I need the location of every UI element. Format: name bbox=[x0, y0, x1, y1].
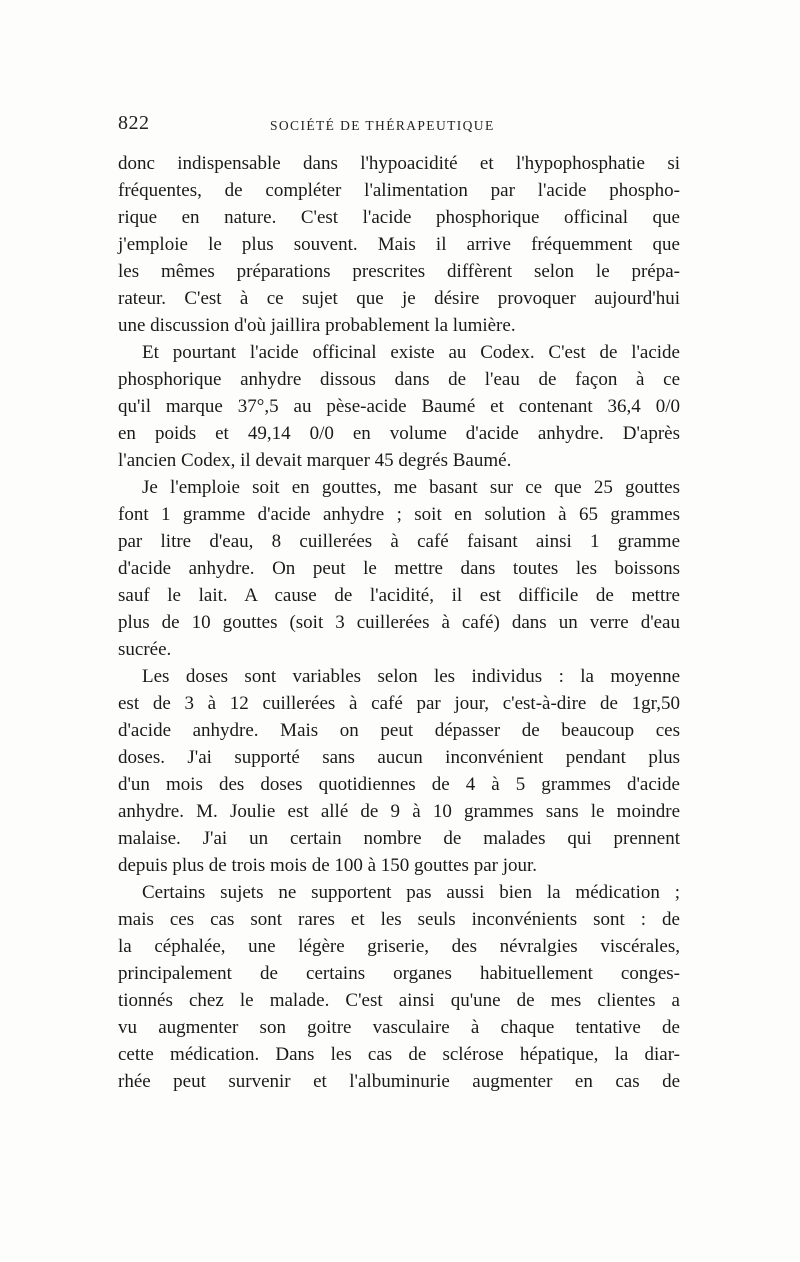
page-number: 822 bbox=[118, 112, 150, 134]
text-line: d'un mois des doses quotidiennes de 4 à 5 grammes d'acide bbox=[118, 774, 680, 795]
running-head bbox=[118, 112, 678, 142]
text-line: rique en nature. C'est l'acide phosphorique officinal que bbox=[118, 207, 680, 228]
text-line: font 1 gramme d'acide anhydre ; soit en solution à 65 grammes bbox=[118, 504, 680, 525]
text-line: donc indispensable dans l'hypoacidité et l'hypophosphatie si bbox=[118, 153, 680, 174]
text-line: depuis plus de trois mois de 100 à 150 gouttes par jour. bbox=[118, 855, 538, 876]
text-line: rhée peut survenir et l'albuminurie augmenter en cas de bbox=[118, 1071, 680, 1092]
text-line: sauf le lait. A cause de l'acidité, il est difficile de mettre bbox=[118, 585, 680, 606]
text-line: j'emploie le plus souvent. Mais il arrive fréquemment que bbox=[118, 234, 680, 255]
running-title: SOCIÉTÉ DE THÉRAPEUTIQUE bbox=[270, 118, 495, 133]
text-line: Je l'emploie soit en gouttes, me basant sur ce que 25 gouttes bbox=[142, 477, 680, 498]
text-line: par litre d'eau, 8 cuillerées à café faisant ainsi 1 gramme bbox=[118, 531, 680, 552]
text-line: mais ces cas sont rares et les seuls inconvénients sont : de bbox=[118, 909, 680, 930]
text-line: plus de 10 gouttes (soit 3 cuillerées à café) dans un verre d'eau bbox=[118, 612, 680, 633]
text-line: d'acide anhydre. On peut le mettre dans toutes les boissons bbox=[118, 558, 680, 579]
text-line: une discussion d'où jaillira probablement la lumière. bbox=[118, 315, 516, 336]
text-line: Et pourtant l'acide officinal existe au Codex. C'est de l'acide bbox=[142, 342, 680, 363]
text-line: Les doses sont variables selon les individus : la moyenne bbox=[142, 666, 680, 687]
text-line: vu augmenter son goitre vasculaire à chaque tentative de bbox=[118, 1017, 680, 1038]
text-line: qu'il marque 37°,5 au pèse-acide Baumé et contenant 36,4 0/0 bbox=[118, 396, 680, 417]
text-line: phosphorique anhydre dissous dans de l'eau de façon à ce bbox=[118, 369, 680, 390]
text-line: l'ancien Codex, il devait marquer 45 degrés Baumé. bbox=[118, 450, 512, 471]
text-line: la céphalée, une légère griserie, des névralgies viscérales, bbox=[118, 936, 680, 957]
text-line: en poids et 49,14 0/0 en volume d'acide anhydre. D'après bbox=[118, 423, 680, 444]
text-line: rateur. C'est à ce sujet que je désire provoquer aujourd'hui bbox=[118, 288, 680, 309]
text-line: d'acide anhydre. Mais on peut dépasser de beaucoup ces bbox=[118, 720, 680, 741]
text-line: sucrée. bbox=[118, 639, 172, 660]
text-line: principalement de certains organes habituellement conges- bbox=[118, 963, 680, 984]
text-line: tionnés chez le malade. C'est ainsi qu'une de mes clientes a bbox=[118, 990, 680, 1011]
text-line: doses. J'ai supporté sans aucun inconvénient pendant plus bbox=[118, 747, 680, 768]
body-text bbox=[118, 150, 680, 1095]
text-line: Certains sujets ne supportent pas aussi bien la médication ; bbox=[142, 882, 680, 903]
text-line: cette médication. Dans les cas de sclérose hépatique, la diar- bbox=[118, 1044, 680, 1065]
text-line: fréquentes, de compléter l'alimentation par l'acide phospho- bbox=[118, 180, 680, 201]
text-line: est de 3 à 12 cuillerées à café par jour, c'est-à-dire de 1gr,50 bbox=[118, 693, 680, 714]
text-line: les mêmes préparations prescrites diffèrent selon le prépa- bbox=[118, 261, 680, 282]
text-line: anhydre. M. Joulie est allé de 9 à 10 grammes sans le moindre bbox=[118, 801, 680, 822]
text-line: malaise. J'ai un certain nombre de malades qui prennent bbox=[118, 828, 680, 849]
